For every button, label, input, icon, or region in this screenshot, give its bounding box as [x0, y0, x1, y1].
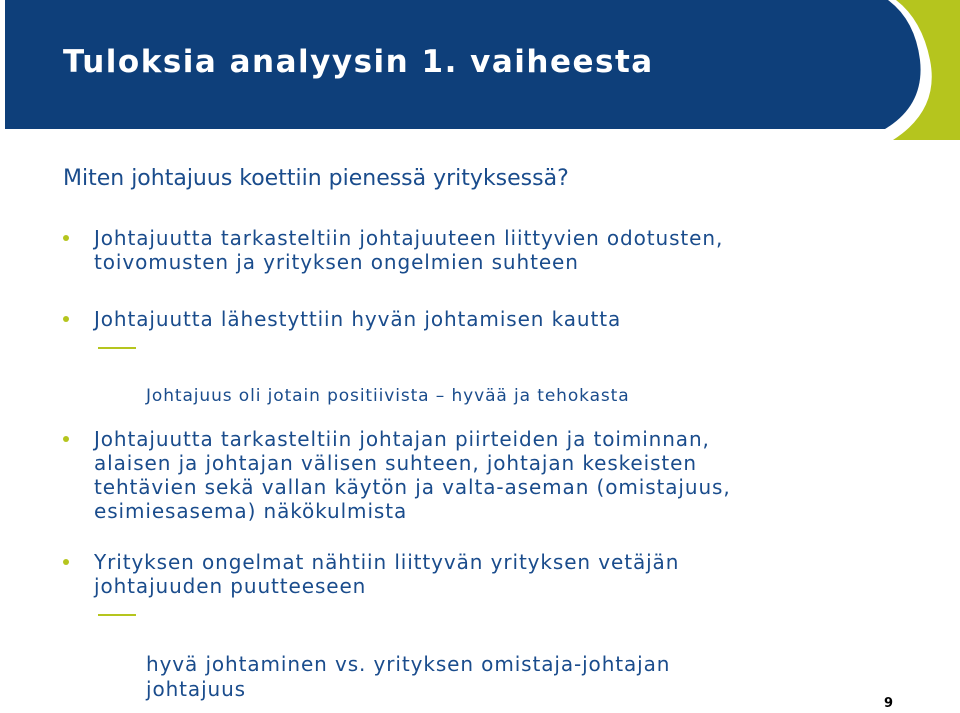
sub-bullet-text: Johtajuus oli jotain positiivista – hyvää ja tehokasta [146, 386, 630, 406]
bullet-dot-icon [63, 316, 69, 322]
bullet-text: Johtajuutta tarkasteltiin johtajan piirteiden ja toiminnan, alaisen ja johtajan välisen suhteen, johtajan keskeisten tehtävien sekä vallan käytön ja valta-aseman (omistajuus, esimiesasema) näkökulmista [94, 427, 731, 523]
dash-icon [98, 614, 136, 616]
bullet-dot-icon [63, 235, 69, 241]
bullet-text: Yrityksen ongelmat nähtiin liittyvän yrityksen vetäjän johtajuuden puutteeseen [94, 550, 680, 598]
bullet-list [63, 226, 943, 702]
slide-subtitle: Miten johtajuus koettiin pienessä yrityksessä? [63, 166, 569, 191]
bullet-text: Johtajuutta lähestyttiin hyvän johtamisen kautta [94, 307, 622, 331]
dash-icon [98, 347, 136, 349]
slide-title: Tuloksia analyysin 1. vaiheesta [63, 44, 654, 80]
sub-bullet-item [63, 336, 943, 408]
bullet-item [63, 307, 943, 331]
bullet-dot-icon [63, 559, 69, 565]
sub-bullet-item [63, 602, 943, 702]
bullet-item [63, 226, 943, 274]
bullet-text: Johtajuutta tarkasteltiin johtajuuteen liittyvien odotusten, toivomusten ja yrityksen ongelmien suhteen [94, 226, 724, 274]
bullet-item [63, 427, 943, 523]
sub-bullet-text: hyvä johtaminen vs. yrityksen omistaja-johtajan johtajuus [146, 652, 671, 701]
bullet-dot-icon [63, 436, 69, 442]
page-number: 9 [884, 696, 894, 711]
bullet-item [63, 550, 943, 598]
